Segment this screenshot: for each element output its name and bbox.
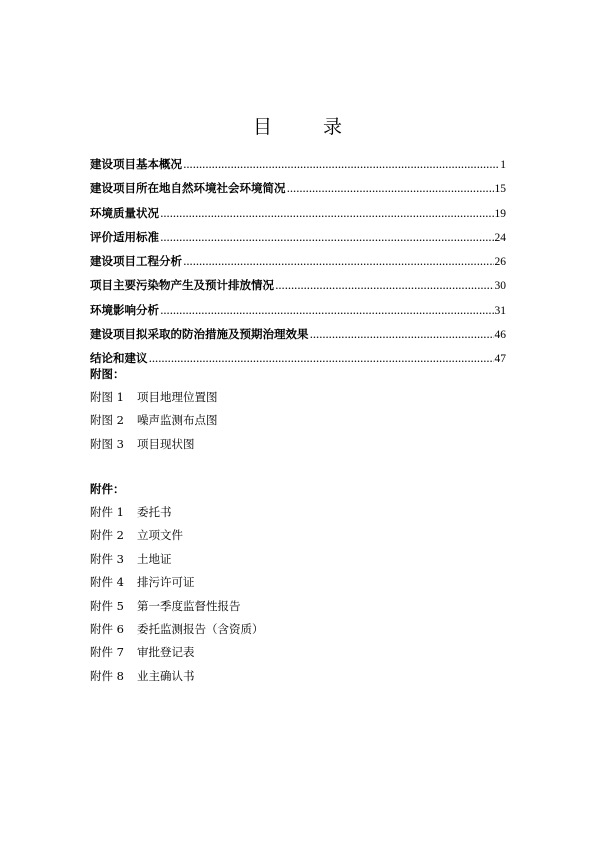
- attachment-number: 附件 3: [90, 551, 124, 566]
- attachment-name: 土地证: [137, 551, 172, 566]
- figure-number: 附图 3: [90, 436, 124, 451]
- dot-leader: [310, 322, 494, 346]
- toc-entry-title: 结论和建议: [90, 351, 148, 366]
- attachment-number: 附件 6: [90, 621, 124, 636]
- attachment-item[interactable]: [90, 524, 490, 547]
- toc-entry-title: 评价适用标准: [90, 229, 159, 244]
- dot-leader: [183, 249, 494, 273]
- dot-leader: [160, 298, 494, 322]
- toc-entry-title: 建设项目工程分析: [90, 254, 182, 269]
- attachment-number: 附件 2: [90, 528, 124, 543]
- attachments-list: [90, 477, 490, 688]
- attachment-name: 委托书: [137, 505, 172, 519]
- dot-leader: [287, 176, 494, 200]
- toc-page-number: 30: [494, 280, 506, 293]
- toc-entry[interactable]: [90, 249, 506, 273]
- toc-entry[interactable]: [90, 225, 506, 249]
- toc-page-number: 47: [494, 353, 506, 366]
- figure-item[interactable]: [90, 433, 490, 456]
- attachment-number: 附件 8: [90, 668, 124, 683]
- dot-leader: [183, 152, 499, 176]
- table-of-contents: [90, 152, 506, 371]
- toc-page-number: 46: [494, 329, 506, 342]
- attachments-heading: 附件：: [90, 482, 125, 496]
- attachment-name: 审批登记表: [137, 645, 195, 660]
- toc-page-number: 19: [494, 207, 506, 220]
- toc-entry-title: 环境影响分析: [90, 302, 159, 317]
- toc-entry[interactable]: [90, 322, 506, 346]
- toc-entry[interactable]: [90, 298, 506, 322]
- figure-item[interactable]: [90, 386, 490, 409]
- figure-name: 项目现状图: [137, 436, 195, 451]
- toc-entry-title: 环境质量状况: [90, 205, 159, 220]
- attachment-name: 委托监测报告（含资质）: [137, 621, 264, 636]
- figure-number: 附图 1: [90, 390, 124, 404]
- attachment-number: 附件 1: [90, 505, 124, 519]
- toc-page-number: 31: [494, 304, 506, 317]
- attachment-name: 立项文件: [137, 528, 183, 543]
- attachment-name: 第一季度监督性报告: [137, 598, 241, 613]
- toc-page-number: 26: [494, 256, 506, 269]
- figure-name: 噪声监测布点图: [137, 413, 218, 428]
- attachment-item[interactable]: [90, 618, 490, 641]
- toc-entry-title: 项目主要污染物产生及预计排放情况: [90, 278, 274, 293]
- attachment-item[interactable]: [90, 501, 490, 524]
- toc-entry-title: 建设项目基本概况: [90, 157, 182, 171]
- toc-entry-title: 建设项目所在地自然环境社会环境简况: [90, 181, 286, 196]
- dot-leader: [160, 225, 494, 249]
- figure-item[interactable]: [90, 409, 490, 432]
- toc-page-number: 15: [494, 183, 506, 196]
- attachment-item[interactable]: [90, 571, 490, 594]
- toc-page-number: 24: [494, 231, 506, 244]
- figure-number: 附图 2: [90, 413, 124, 428]
- attachment-item[interactable]: [90, 595, 490, 618]
- dot-leader: [160, 201, 494, 225]
- attachment-item[interactable]: [90, 641, 490, 664]
- toc-entry[interactable]: [90, 201, 506, 225]
- figure-name: 项目地理位置图: [137, 390, 218, 404]
- attachment-number: 附件 4: [90, 575, 124, 590]
- toc-entry[interactable]: [90, 152, 506, 176]
- page-title: 目 录: [252, 116, 358, 138]
- attachment-name: 业主确认书: [137, 668, 195, 683]
- toc-page-number: 1: [500, 159, 506, 171]
- figures-list: [90, 362, 490, 456]
- attachment-number: 附件 5: [90, 598, 124, 613]
- toc-entry-title: 建设项目拟采取的防治措施及预期治理效果: [90, 327, 309, 342]
- toc-entry[interactable]: [90, 273, 506, 297]
- attachment-name: 排污许可证: [137, 575, 195, 590]
- attachment-item[interactable]: [90, 665, 490, 688]
- figures-heading: 附图：: [90, 367, 125, 381]
- dot-leader: [275, 273, 494, 297]
- attachment-number: 附件 7: [90, 645, 124, 660]
- toc-entry[interactable]: [90, 176, 506, 200]
- attachment-item[interactable]: [90, 548, 490, 571]
